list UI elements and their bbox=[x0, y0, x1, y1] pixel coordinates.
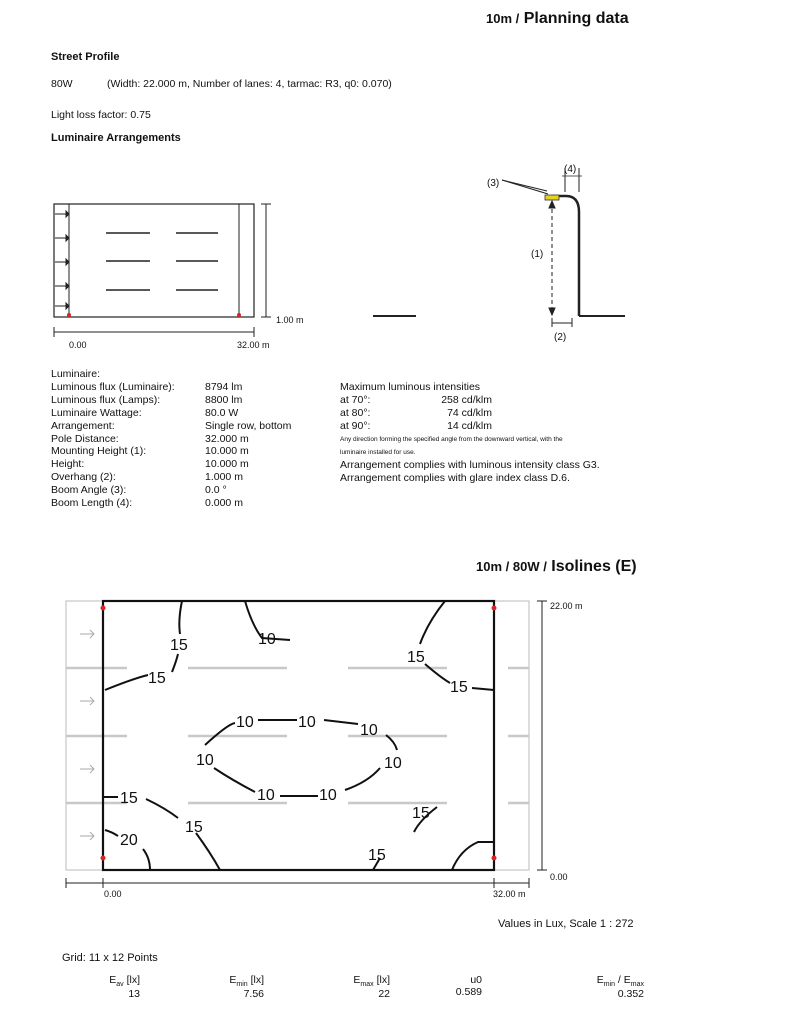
compliance-2: Arrangement complies with glare index class D.6. bbox=[340, 471, 570, 484]
street-plan-direction-arrows bbox=[55, 211, 69, 309]
street-plan-pole-right bbox=[237, 313, 241, 317]
stat-emin bbox=[210, 974, 264, 1000]
contour-label: 20 bbox=[120, 832, 138, 849]
spec-row: Pole Distance: 32.000 m bbox=[51, 432, 249, 445]
pole-label-1: (1) bbox=[531, 249, 544, 260]
contour-label: 15 bbox=[407, 649, 425, 666]
contour-label: 10 bbox=[319, 787, 337, 804]
contour-label: 10 bbox=[236, 714, 254, 731]
isoline-dimension-x bbox=[66, 878, 529, 888]
stat-u0-value: 0.589 bbox=[455, 986, 482, 998]
contour-label: 10 bbox=[196, 752, 214, 769]
isoline-y-bottom-label: 0.00 bbox=[550, 872, 568, 882]
contour-label: 15 bbox=[368, 847, 386, 864]
light-loss-factor: Light loss factor: 0.75 bbox=[51, 109, 151, 121]
stat-emax-header: $E_{max}$ [lx] bbox=[353, 974, 390, 989]
scale-note: Values in Lux, Scale 1 : 272 bbox=[498, 918, 634, 930]
isolines-title-prefix: 10m / 80W / bbox=[476, 559, 547, 574]
contour-label: 10 bbox=[258, 631, 276, 648]
isoline-pole-br bbox=[492, 856, 497, 861]
intensity-heading: Maximum luminous intensities bbox=[340, 381, 481, 393]
spec-row: Luminous flux (Lamps): 8800 lm bbox=[51, 393, 243, 406]
contour-label: 15 bbox=[148, 670, 166, 687]
spec-row: Mounting Height (1): 10.000 m bbox=[51, 445, 249, 458]
plan-length-label: 32.00 m bbox=[237, 340, 270, 350]
street-profile-heading: Street Profile bbox=[51, 51, 120, 63]
isoline-y-top-label: 22.00 m bbox=[550, 601, 583, 611]
isoline-dimension-y bbox=[537, 601, 547, 870]
stat-eav-value: 13 bbox=[128, 988, 140, 1001]
contour-label: 10 bbox=[257, 787, 275, 804]
isoline-curves bbox=[103, 601, 494, 870]
isoline-calc-field bbox=[103, 601, 494, 870]
luminaire-heading: Luminaire: bbox=[51, 368, 101, 380]
contour-label: 15 bbox=[450, 679, 468, 696]
spec-row: Arrangement: Single row, bottom bbox=[51, 419, 292, 432]
stat-emax bbox=[338, 974, 390, 1000]
stat-emin-emax-value: 0.352 bbox=[617, 988, 644, 1001]
isoline-lane-markings bbox=[66, 668, 529, 803]
intensity-specs bbox=[340, 381, 600, 484]
spec-row: Luminaire Wattage: 80.0 W bbox=[51, 406, 239, 419]
intensity-note-2: luminaire installed for use. bbox=[340, 448, 416, 456]
stat-u0 bbox=[450, 974, 482, 998]
pole-side-view bbox=[373, 168, 625, 327]
street-plan-dimension-x bbox=[54, 327, 254, 337]
profile-name: 80W bbox=[51, 78, 73, 90]
spec-row: Boom Angle (3): 0.0 ° bbox=[51, 484, 227, 497]
street-plan-pole-left bbox=[67, 313, 71, 317]
isolines-title-text: Isolines (E) bbox=[551, 558, 637, 575]
intensity-row: at 70°: 258 cd/klm bbox=[340, 393, 492, 406]
plan-origin-label: 0.00 bbox=[69, 340, 87, 350]
isoline-pole-tr bbox=[492, 606, 497, 611]
grid-label: Grid: 11 x 12 Points bbox=[62, 952, 158, 964]
stat-eav-header: $E_{av}$ [lx] bbox=[109, 974, 140, 989]
isoline-x-left-label: 0.00 bbox=[104, 889, 122, 899]
intensity-note-1: Any direction forming the specified angle from the downward vertical, with the bbox=[340, 435, 563, 443]
stat-emin-header: $E_{min}$ [lx] bbox=[229, 974, 264, 989]
pole-label-2: (2) bbox=[554, 332, 567, 343]
compliance-1: Arrangement complies with luminous intensity class G3. bbox=[340, 458, 600, 471]
street-plan-dimension-y bbox=[261, 204, 271, 317]
stat-u0-header: u0 bbox=[470, 974, 482, 986]
contour-label: 10 bbox=[384, 755, 402, 772]
isoline-road-background bbox=[66, 601, 529, 870]
isoline-direction-arrows bbox=[80, 630, 94, 840]
contour-label: 15 bbox=[185, 819, 203, 836]
planning-title bbox=[486, 10, 629, 28]
stat-emin-emax bbox=[580, 974, 644, 1000]
pole-angle-line-a bbox=[502, 180, 548, 194]
isolines-title bbox=[476, 558, 637, 576]
pole-shaft bbox=[552, 196, 579, 316]
contour-label: 15 bbox=[412, 805, 430, 822]
luminaire-specs bbox=[51, 368, 291, 510]
spec-row: Height: 10.000 m bbox=[51, 458, 249, 471]
stat-emax-value: 22 bbox=[378, 988, 390, 1001]
planning-title-prefix: 10m / bbox=[486, 11, 520, 26]
contour-label: 15 bbox=[120, 790, 138, 807]
intensity-row: at 90°: 14 cd/klm bbox=[340, 419, 492, 432]
profile-details: (Width: 22.000 m, Number of lanes: 4, tarmac: R3, q0: 0.070) bbox=[107, 78, 392, 90]
pole-label-3: (3) bbox=[487, 178, 500, 189]
spec-row: Boom Length (4): 0.000 m bbox=[51, 497, 243, 510]
spec-row: Overhang (2): 1.000 m bbox=[51, 471, 243, 484]
planning-title-text: Planning data bbox=[523, 10, 629, 27]
spec-row: Luminous flux (Luminaire): 8794 lm bbox=[51, 380, 243, 393]
plan-width-label: 1.00 m bbox=[276, 315, 304, 325]
intensity-row: at 80°: 74 cd/klm bbox=[340, 406, 492, 419]
isoline-pole-tl bbox=[101, 606, 106, 611]
contour-label: 10 bbox=[360, 722, 378, 739]
pole-height-arrow-bottom bbox=[549, 308, 555, 315]
street-plan-road bbox=[54, 204, 254, 317]
luminaire-head bbox=[545, 195, 559, 200]
luminaire-arrangements-heading: Luminaire Arrangements bbox=[51, 132, 181, 144]
pole-height-arrow-top bbox=[549, 201, 555, 208]
isoline-x-right-label: 32.00 m bbox=[493, 889, 526, 899]
street-plan-lane-markings bbox=[106, 233, 218, 290]
pole-angle-line-b bbox=[502, 180, 547, 191]
isoline-labels bbox=[120, 631, 468, 864]
isoline-pole-bl bbox=[101, 856, 106, 861]
stat-emin-emax-header: $E_{min} / E_{max}$ bbox=[596, 974, 644, 989]
contour-label: 15 bbox=[170, 637, 188, 654]
contour-label: 10 bbox=[298, 714, 316, 731]
pole-label-4: (4) bbox=[564, 164, 577, 175]
stat-emin-value: 7.56 bbox=[243, 988, 264, 1001]
stat-eav bbox=[92, 974, 140, 1000]
